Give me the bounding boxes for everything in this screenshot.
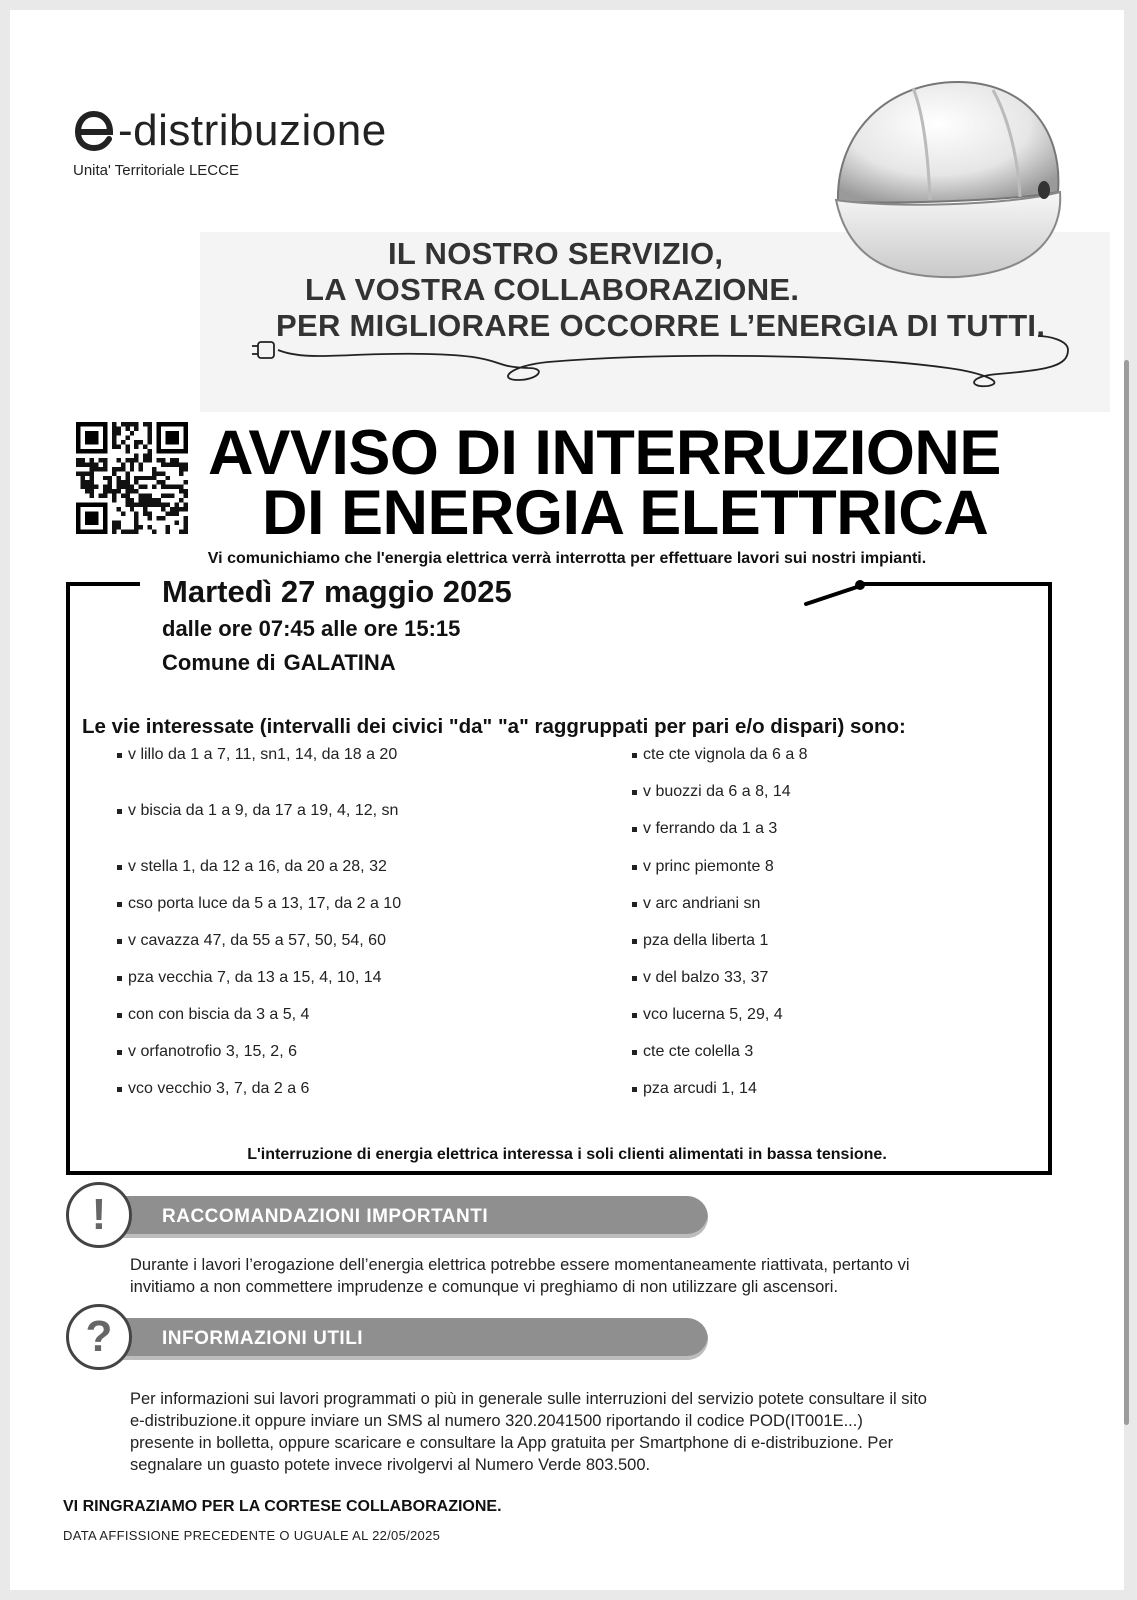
street-text: cte cte colella 3 [643,1043,754,1060]
title-line-1: AVVISO DI INTERRUZIONE [208,418,1001,488]
posting-date: DATA AFFISSIONE PRECEDENTE O UGUALE AL 22/05/2025 [63,1528,441,1543]
power-cable-icon [248,322,1098,402]
municipality-label: Comune di [162,650,276,675]
safety-helmet-icon [818,72,1083,287]
street-text: v del balzo 33, 37 [643,969,769,986]
slogan-line-2: LA VOSTRA COLLABORAZIONE. [305,272,800,307]
street-item [117,1043,297,1061]
recommendations-line: invitiamo a non commettere imprudenze e comunque vi preghiamo di non utilizzare gli ascensori. [130,1278,839,1296]
street-text: pza vecchia 7, da 13 a 15, 4, 10, 14 [128,969,382,986]
street-item [117,1080,309,1098]
street-item [632,1006,783,1024]
bullet-icon [117,902,122,907]
street-item [117,969,382,987]
recommendations-line: Durante i lavori l’erogazione dell’energia elettrica potrebbe essere momentaneamente riattivata, pertanto vi [130,1256,910,1274]
bullet-icon [632,1050,637,1055]
bullet-icon [632,865,637,870]
question-icon: ? [66,1304,132,1370]
street-text: v lillo da 1 a 7, 11, sn1, 14, da 18 a 20 [128,746,398,763]
bullet-icon [117,976,122,981]
interruption-date: Martedì 27 maggio 2025 [162,574,512,609]
streets-title: Le vie interessate (intervalli dei civici "da" "a" raggruppati per pari e/o dispari) sono: [82,715,906,738]
street-text: vco lucerna 5, 29, 4 [643,1006,783,1023]
thanks-line: VI RINGRAZIAMO PER LA CORTESE COLLABORAZIONE. [63,1498,502,1515]
street-text: v stella 1, da 12 a 16, da 20 a 28, 32 [128,858,387,875]
street-item [632,746,808,764]
street-item [117,746,397,764]
title-line-2: DI ENERGIA ELETTRICA [262,478,989,548]
street-item [632,895,760,913]
bullet-icon [117,1087,122,1092]
info-text [130,1388,1030,1476]
street-item [632,783,791,801]
interruption-hours: dalle ore 07:45 alle ore 15:15 [162,616,461,641]
street-text: vco vecchio 3, 7, da 2 a 6 [128,1080,310,1097]
qr-code[interactable] [76,422,188,534]
pen-icon [802,576,872,616]
municipality-name: GALATINA [283,650,396,675]
street-item [632,1080,757,1098]
slogan-line-1: IL NOSTRO SERVIZIO, [388,236,724,271]
street-text: con con biscia da 3 a 5, 4 [128,1006,310,1023]
scrollbar[interactable] [1124,360,1129,1425]
bullet-icon [632,1087,637,1092]
info-line: e-distribuzione.it oppure inviare un SMS al numero 320.2041500 riportando il codice POD(IT001E...) [130,1412,863,1430]
street-text: v orfanotrofio 3, 15, 2, 6 [128,1043,297,1060]
street-item [117,858,387,876]
warning-icon: ! [66,1182,132,1248]
street-item [632,932,768,950]
street-text: pza della liberta 1 [643,932,769,949]
street-text: cso porta luce da 5 a 13, 17, da 2 a 10 [128,895,402,912]
bullet-icon [117,939,122,944]
bullet-icon [117,1050,122,1055]
street-text: v biscia da 1 a 9, da 17 a 19, 4, 12, sn [128,802,399,819]
bullet-icon [632,753,637,758]
street-item [117,895,401,913]
street-text: v buozzi da 6 a 8, 14 [643,783,791,800]
recommendations-title: RACCOMANDAZIONI IMPORTANTI [162,1206,489,1227]
street-text: v ferrando da 1 a 3 [643,820,778,837]
territorial-unit: Unita' Territoriale LECCE [73,162,239,179]
street-item [117,932,386,950]
street-text: cte cte vignola da 6 a 8 [643,746,808,763]
bullet-icon [117,809,122,814]
subtitle: Vi comunichiamo che l'energia elettrica verrà interrotta per effettuare lavori sui nostri impianti. [207,550,927,567]
bullet-icon [632,902,637,907]
recommendations-text [130,1254,1030,1298]
slogan-line-3: PER MIGLIORARE OCCORRE L’ENERGIA DI TUTTI. [276,308,1046,343]
bullet-icon [632,827,637,832]
notice-sheet [10,10,1124,1590]
street-item [632,858,774,876]
brand-logo [72,108,387,154]
street-text: v arc andriani sn [643,895,761,912]
municipality [162,650,404,676]
street-item [117,1006,309,1024]
street-item [632,969,768,987]
street-text: v princ piemonte 8 [643,858,774,875]
bullet-icon [632,939,637,944]
street-item [632,820,777,838]
street-item [117,802,398,820]
low-voltage-note: L'interruzione di energia elettrica interessa i soli clienti alimentati in bassa tensione. [247,1146,887,1163]
info-title: INFORMAZIONI UTILI [162,1328,364,1349]
info-line: segnalare un guasto potete invece rivolgervi al Numero Verde 803.500. [130,1456,651,1474]
street-item [632,1043,753,1061]
bullet-icon [117,865,122,870]
e-logo-icon [72,108,116,154]
street-text: pza arcudi 1, 14 [643,1080,757,1097]
street-text: v cavazza 47, da 55 a 57, 50, 54, 60 [128,932,386,949]
bullet-icon [117,1013,122,1018]
bullet-icon [117,753,122,758]
bullet-icon [632,790,637,795]
info-line: presente in bolletta, oppure scaricare e consultare la App gratuita per Smartphone di e-distribuzione. Per [130,1434,894,1452]
bullet-icon [632,1013,637,1018]
info-line: Per informazioni sui lavori programmati o più in generale sulle interruzioni del servizio potete consultare il sito [130,1390,927,1408]
bullet-icon [632,976,637,981]
brand-name: -distribuzione [118,106,387,155]
